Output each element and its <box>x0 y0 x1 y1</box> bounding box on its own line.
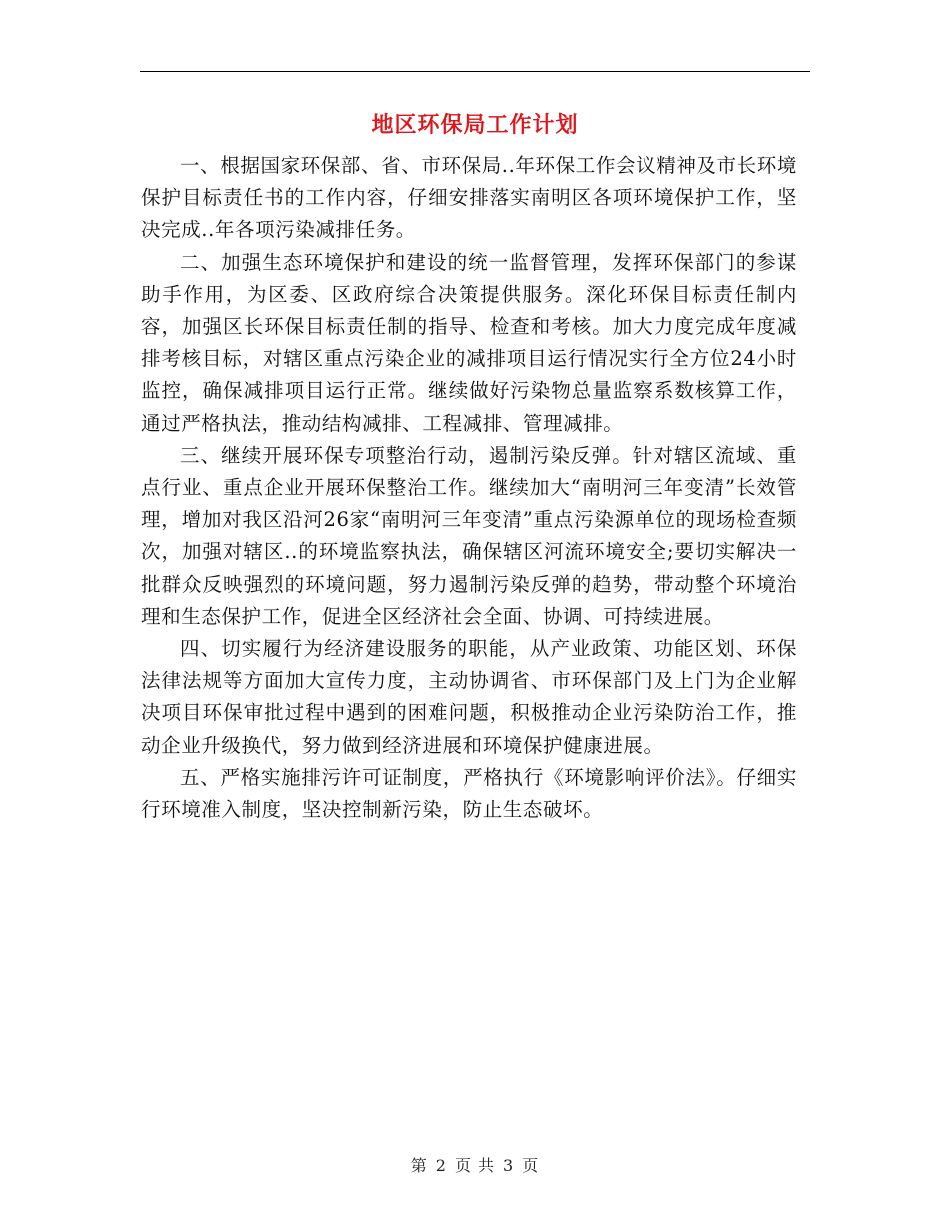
paragraph-4: 四、切实履行为经济建设服务的职能，从产业政策、功能区划、环保法律法规等方面加大宣传力度，主动协调省、市环保部门及上门为企业解决项目环保审批过程中遇到的困难问题，积极推动企业污染防治工作，推动企业升级换代，努力做到经济进展和环境保护健康进展。 <box>141 637 797 757</box>
paragraph-1: 一、根据国家环保部、省、市环保局..年环保工作会议精神及市长环境保护目标责任书的工作内容，仔细安排落实南明区各项环境保护工作，坚决完成..年各项污染减排任务。 <box>141 154 797 242</box>
footer-prefix: 第 <box>410 1156 428 1175</box>
page-footer <box>0 1153 950 1176</box>
footer-suffix: 页 <box>522 1156 540 1175</box>
document-body <box>141 150 797 826</box>
document-title: 地区环保局工作计划 <box>371 112 579 138</box>
header-rule <box>140 71 810 72</box>
footer-current-page: 2 <box>435 1156 447 1175</box>
paragraph-3: 三、继续开展环保专项整治行动，遏制污染反弹。针对辖区流域、重点行业、重点企业开展环保整治工作。继续加大“南明河三年变清”长效管理，增加对我区沿河26家“南明河三年变清”重点污染源单位的现场检查频次，加强对辖区..的环境监察执法，确保辖区河流环境安全;要切实解决一批群众反映强烈的环境问题，努力遏制污染反弹的趋势，带动整个环境治理和生态保护工作，促进全区经济社会全面、协调、可持续进展。 <box>141 443 797 628</box>
paragraph-2: 二、加强生态环境保护和建设的统一监督管理，发挥环保部门的参谋助手作用，为区委、区政府综合决策提供服务。深化环保目标责任制内容，加强区长环保目标责任制的指导、检查和考核。加大力度完成年度减排考核目标，对辖区重点污染企业的减排项目运行情况实行全方位24小时监控，确保减排项目运行正常。继续做好污染物总量监察系数核算工作，通过严格执法，推动结构减排、工程减排、管理减排。 <box>141 250 797 435</box>
footer-middle: 页 共 <box>454 1156 496 1175</box>
paragraph-5: 五、严格实施排污许可证制度，严格执行《环境影响评价法》。仔细实行环境准入制度，坚决控制新污染，防止生态破坏。 <box>141 765 797 822</box>
footer-total-pages: 3 <box>503 1156 515 1175</box>
